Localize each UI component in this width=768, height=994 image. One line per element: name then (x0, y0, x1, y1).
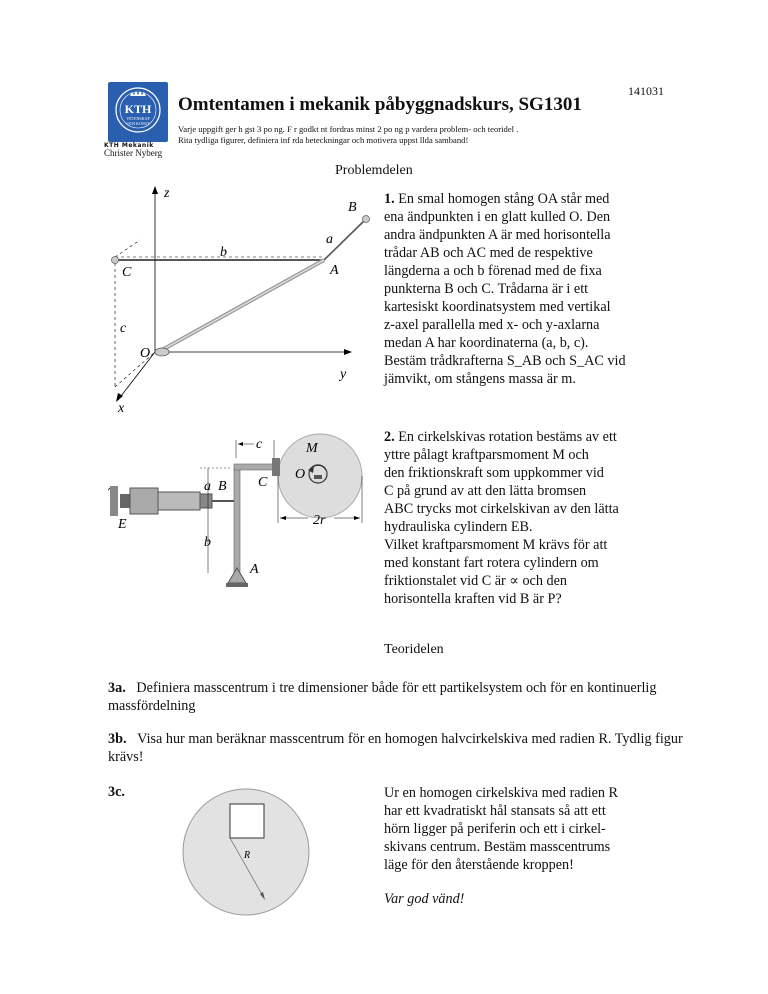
label-O-p2: O (295, 467, 306, 482)
label-O: O (140, 346, 151, 361)
problem1-text (384, 190, 684, 388)
label-x: x (118, 401, 125, 414)
logo-sub2: OCH KONST (126, 121, 150, 126)
label-a: a (326, 232, 333, 247)
label-M: M (306, 441, 318, 456)
q3c-line: läge för den återstående kroppen! (384, 857, 574, 873)
problem1-line: punkterna B och C. Trådarna är i ett (384, 281, 589, 297)
problem1-line: längderna a och b förenad med de fixa (384, 263, 602, 279)
problem1-line: medan A har koordinaterna (a, b, c). (384, 335, 589, 351)
label-z: z (164, 186, 170, 201)
label-B: B (348, 200, 357, 215)
label-y: y (340, 367, 347, 382)
problem2-line: yttre pålagt kraftparsmoment M och (384, 447, 589, 463)
problem1-line: z-axel parallella med x- och y-axlarna (384, 317, 600, 333)
q3c-text (384, 784, 684, 908)
question-3b (108, 730, 688, 766)
problem1-figure (100, 182, 370, 414)
q3c-label: 3c. (108, 784, 125, 800)
label-A-p2: A (250, 562, 259, 577)
label-2r: 2r (313, 513, 326, 528)
problem1-line: andra ändpunkten A är med horisontella (384, 227, 611, 243)
problem2-line: horisontella kraften vid B är P? (384, 591, 562, 607)
problem2-line: ABC trycks mot cirkelskivan av den lätta (384, 501, 619, 517)
problem2-line: den friktionskraft som uppkommer vid (384, 465, 604, 481)
exam-instructions (178, 124, 618, 146)
problem1-line: ena ändpunkten i en glatt kulled O. Den (384, 209, 611, 225)
problem1-number: 1. (384, 191, 395, 207)
problem2-text (384, 428, 684, 608)
q3c-line: hörn ligger på periferin och ett i cirkel- (384, 821, 606, 837)
q3c-line: Ur en homogen cirkelskiva med radien R (384, 785, 619, 801)
q3c-line: har ett kvadratiskt hål stansats så att ett (384, 803, 606, 819)
label-R: R (244, 850, 251, 861)
problem1-line: Bestäm trådkrafterna S_AB och S_AC vid (384, 353, 626, 369)
footer-turn-page: Var god vänd! (384, 891, 465, 907)
problem2-line: 2. En cirkelskivas rotation bestäms av ett (384, 429, 617, 445)
problem1-line: trådar AB och AC med de respektive (384, 245, 593, 261)
logo-text: KTH (124, 102, 152, 116)
kth-logo (108, 82, 168, 142)
problem2-line: C på grund av att den lätta bromsen (384, 483, 587, 499)
label-b: b (220, 245, 227, 260)
label-c: c (120, 321, 127, 336)
label-E: E (118, 517, 127, 532)
label-b-p2: b (204, 535, 211, 550)
theory-section-title: Teoridelen (384, 642, 444, 657)
q3c-figure (166, 786, 316, 918)
exam-title: Omtentamen i mekanik påbyggnadskurs, SG1301 (178, 94, 582, 115)
problem2-line: friktionstalet vid C är ∝ och den (384, 573, 567, 589)
q3a-text: Definiera masscentrum i tre dimensioner både för ett partikelsystem och för en kontinuerlig massfördelning (108, 680, 657, 714)
label-C-p2: C (258, 475, 268, 490)
logo-caption: KTH Mekanik (104, 142, 154, 149)
problem2-figure (108, 428, 370, 598)
label-A: A (330, 263, 339, 278)
problem1-line: 1. En smal homogen stång OA står med (384, 191, 610, 207)
exam-date: 141031 (628, 84, 664, 98)
logo-sub1: VETENSKAP (126, 116, 150, 121)
problem2-number: 2. (384, 429, 395, 445)
q3b-text: Visa hur man beräknar masscentrum för en homogen halvcirkelskiva med radien R. Tydlig figur krävs! (108, 731, 683, 765)
author-name: Christer Nyberg (104, 148, 163, 158)
q3b-label: 3b. (108, 731, 127, 747)
q3c-line: skivans centrum. Bestäm masscentrums (384, 839, 611, 855)
problem-section-title: Problemdelen (335, 163, 413, 178)
problem1-line: kartesiskt koordinatsystem med vertikal (384, 299, 611, 315)
instructions-line-1: Varje uppgift ger h gst 3 po ng. F r godkt nt fordras minst 2 po ng p vardera problem- och teoridel . (178, 124, 519, 134)
label-c-p2: c (256, 437, 263, 452)
instructions-line-2: Rita tydliga figurer, definiera inf rda beteckningar och motivera uppst llda samband! (178, 135, 469, 145)
label-C: C (122, 265, 132, 280)
problem2-line: hydrauliska cylindern EB. (384, 519, 533, 535)
problem2-line: med konstant fart rotera cylindern om (384, 555, 599, 571)
q3a-label: 3a. (108, 680, 126, 696)
question-3a (108, 679, 688, 715)
label-a-p2: a (204, 479, 211, 494)
problem2-line: Vilket kraftparsmoment M krävs för att (384, 537, 608, 553)
label-B-p2: B (218, 479, 227, 494)
problem1-line: jämvikt, om stångens massa är m. (384, 371, 576, 387)
